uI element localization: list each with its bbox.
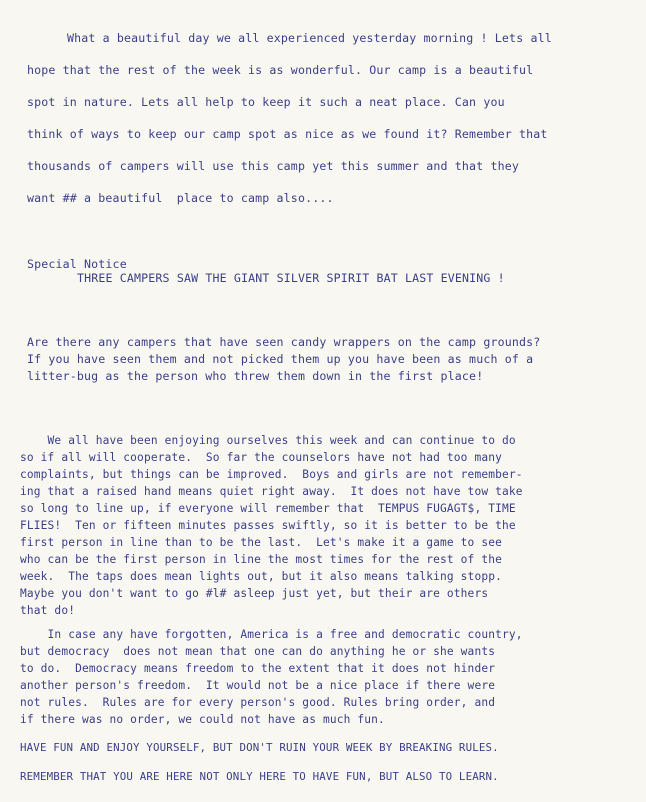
special-notice-text: THREE CAMPERS SAW THE GIANT SILVER SPIRIT BAT LAST EVENING ! [77,271,505,285]
paragraph-2-line-2: If you have seen them and not picked them up you have been as much of a [27,352,534,366]
paragraph-3-line-7: first person in line than to be the last. Let's make it a game to see [20,536,502,549]
paragraph-1-line-5: thousands of campers will use this camp yet this summer and that they [27,159,519,173]
paragraph-3-line-1: We all have been enjoying ourselves this week and can continue to do [20,434,516,447]
paragraph-1-line-4: think of ways to keep our camp spot as nice as we found it? Remember that [27,127,548,141]
paragraph-3-line-11: that do! [20,604,76,617]
paragraph-1-line-1: What a beautiful day we all experienced yesterday morning ! Lets all [67,31,552,45]
paragraph-4-line-4: another person's freedom. It would not be a nice place if there were [20,679,496,692]
paragraph-4-line-2: but democracy does not mean that one can do anything he or she wants [20,645,496,658]
paragraph-3-line-3: complaints, but things can be improved. Boys and girls are not remember- [20,468,523,481]
paragraph-3-line-8: who can be the first person in line the most times for the rest of the [20,553,502,566]
paragraph-1-line-2: hope that the rest of the week is as wonderful. Our camp is a beautiful [27,63,534,77]
closing-line-2: REMEMBER THAT YOU ARE HERE NOT ONLY HERE TO HAVE FUN, BUT ALSO TO LEARN. [20,770,499,783]
closing-line-1: HAVE FUN AND ENJOY YOURSELF, BUT DON'T RUIN YOUR WEEK BY BREAKING RULES. [20,741,499,754]
paragraph-1-line-3: spot in nature. Lets all help to keep it such a neat place. Can you [27,95,505,109]
paragraph-4-line-6: if there was no order, we could not have as much fun. [20,713,385,726]
paragraph-3-line-4: ing that a raised hand means quiet right away. It does not have tow take [20,485,523,498]
paragraph-3-line-5: so long to line up, if everyone will remember that TEMPUS FUGAGT$, TIME [20,502,516,515]
paragraph-3-line-9: week. The taps does mean lights out, but it also means talking stopp. [20,570,502,583]
paragraph-1-line-6: want ## a beautiful place to camp also.... [27,191,334,205]
paragraph-4-line-5: not rules. Rules are for every person's good. Rules bring order, and [20,696,496,709]
paragraph-2-line-3: litter-bug as the person who threw them down in the first place! [27,369,484,383]
paragraph-4-line-1: In case any have forgotten, America is a free and democratic country, [20,628,523,641]
paragraph-4-line-3: to do. Democracy means freedom to the extent that it does not hinder [20,662,496,675]
paragraph-2-line-1: Are there any campers that have seen candy wrappers on the camp grounds? [27,335,541,349]
paragraph-3-line-6: FLIES! Ten or fifteen minutes passes swiftly, so it is better to be the [20,519,516,532]
special-notice-heading: Special Notice [27,257,127,271]
paragraph-3-line-10: Maybe you don't want to go #l# asleep just yet, but their are others [20,587,489,600]
paragraph-3-line-2: so if all will cooperate. So far the counselors have not had too many [20,451,502,464]
